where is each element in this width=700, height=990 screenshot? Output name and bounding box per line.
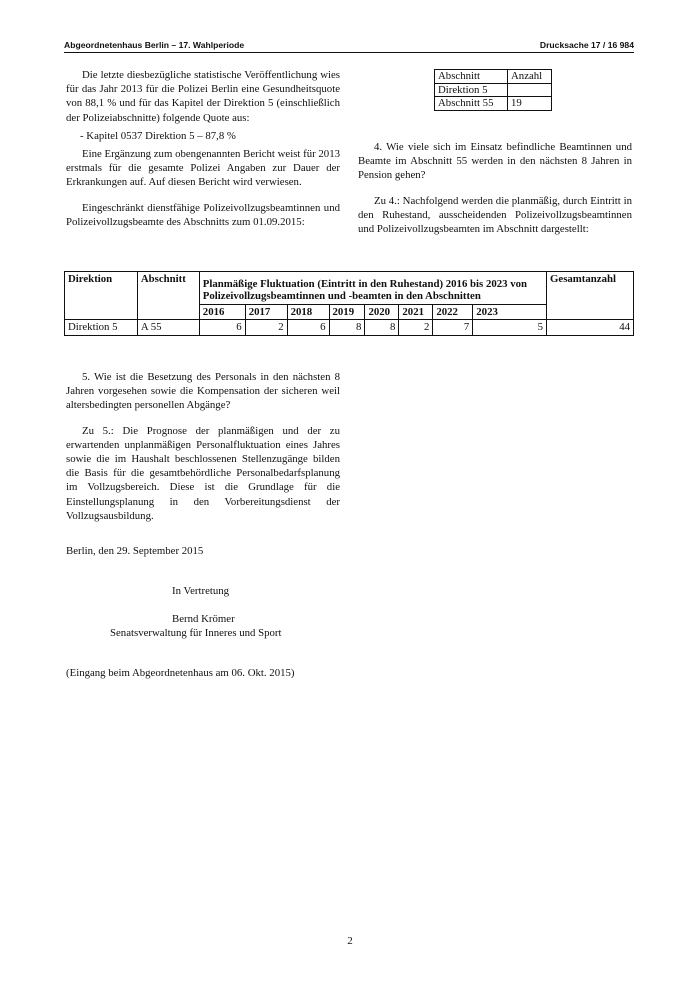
answer-4: Zu 4.: Nachfolgend werden die planmäßig, durch Eintritt in den Ruhestand, ausscheidenden Polizeivollzugsbeamtinnen und Polizeivollzugsbeamten im Abschnitt dargestellt: (358, 194, 632, 236)
question-5: 5. Wie ist die Besetzung des Personals in den nächsten 8 Jahren vorgesehen sowie die Kompensation der sicheren weil altersbedingten personellen Abgänge? (66, 371, 340, 412)
abschnitt-count-table (434, 69, 552, 111)
signatory-office: Senatsverwaltung für Inneres und Sport (110, 627, 282, 639)
table-row (65, 272, 634, 305)
header-left: Abgeordnetenhaus Berlin – 17. Wahlperiode (64, 40, 245, 50)
table-row (435, 70, 552, 84)
table-cell-direktion: Direktion 5 (65, 320, 138, 335)
paragraph-statistics: Die letzte diesbezügliche statistische Veröffentlichung wies für das Jahr 2013 für die Polizei Berlin eine Gesundheitsquote von 88,1 % und für das Kapitel der Direktion 5 (einschließlich der Polizeiabschnitte) folgende Quote aus: (66, 69, 340, 124)
paragraph-dienstfaehig: Eingeschränkt dienstfähige Polizeivollzugsbeamtinnen und Polizeivollzugsbeamte des Abschnitts zum 01.09.2015: (66, 201, 340, 228)
left-column (66, 68, 340, 229)
year-header: 2020 (365, 304, 399, 319)
page-number: 2 (347, 935, 353, 947)
header-right: Drucksache 17 / 16 984 (539, 40, 634, 50)
fluctuation-table (64, 271, 634, 336)
table-cell-value: 5 (473, 320, 547, 335)
table-cell-value: 8 (365, 320, 399, 335)
table-row (435, 83, 552, 97)
column-group-title: Planmäßige Fluktuation (Eintritt in den Ruhestand) 2016 bis 2023 von Polizeivollzugsbeamtinnen und -beamten in den Abschnitten (199, 272, 546, 305)
table-cell: 19 (508, 97, 552, 111)
signatory-name: Bernd Krömer (172, 613, 235, 625)
header-rule (64, 52, 634, 53)
column-header-abschnitt: Abschnitt (137, 272, 199, 320)
year-header: 2021 (399, 304, 433, 319)
year-header: 2017 (245, 304, 287, 319)
table-cell-abschnitt: A 55 (137, 320, 199, 335)
answer-5: Zu 5.: Die Prognose der planmäßigen und der zu erwartenden unplanmäßigen Personalfluktuation eines Jahres sowie die im Haushalt beschlossenen Stellenzugänge bilden die Basis für die gesamtbehördliche Personalbedarfsplanung im Vollzugsbereich. Diese ist die Grundlage für die Einstellungsplanung in den Vorbereitungsdienst der Vollzugsausbildung. (66, 424, 340, 522)
table-row (435, 97, 552, 111)
year-header: 2019 (329, 304, 365, 319)
lower-section (66, 370, 340, 523)
paragraph-ergaenzung: Eine Ergänzung zum obengenannten Bericht weist für 2013 erstmals für die gesamte Polizei Angaben zur Dauer der Erkrankungen auf. Auf diesen Bericht wird verwiesen. (66, 148, 340, 189)
table-cell: Direktion 5 (435, 83, 508, 97)
year-header: 2018 (287, 304, 329, 319)
table-cell-value: 2 (399, 320, 433, 335)
table-cell-value: 8 (329, 320, 365, 335)
year-header: 2016 (199, 304, 245, 319)
year-header: 2023 (473, 304, 547, 319)
column-header-direktion: Direktion (65, 272, 138, 320)
table-row (65, 320, 634, 335)
year-header: 2022 (433, 304, 473, 319)
question-4: 4. Wie viele sich im Einsatz befindliche Beamtinnen und Beamte im Abschnitt 55 werden in den nächsten 8 Jahren in Pension gehen? (358, 141, 632, 182)
receipt-note: (Eingang beim Abgeordnetenhaus am 06. Okt. 2015) (66, 667, 295, 679)
bullet-kapitel (66, 129, 340, 143)
table-cell-total: 44 (547, 320, 634, 335)
table-cell-value: 6 (199, 320, 245, 335)
dash-icon: - (80, 129, 87, 142)
bullet-text: Kapitel 0537 Direktion 5 – 87,8 % (86, 129, 236, 142)
table-cell-value: 2 (245, 320, 287, 335)
table-cell: Abschnitt 55 (435, 97, 508, 111)
table-cell-value: 6 (287, 320, 329, 335)
place-date: Berlin, den 29. September 2015 (66, 545, 204, 557)
table-cell-value: 7 (433, 320, 473, 335)
table-header-anzahl: Anzahl (508, 70, 552, 84)
right-column (358, 140, 632, 236)
column-header-gesamtanzahl: Gesamtanzahl (547, 272, 634, 320)
table-header-abschnitt: Abschnitt (435, 70, 508, 84)
running-header (64, 40, 634, 50)
in-vertretung: In Vertretung (172, 585, 230, 597)
table-cell (508, 83, 552, 97)
